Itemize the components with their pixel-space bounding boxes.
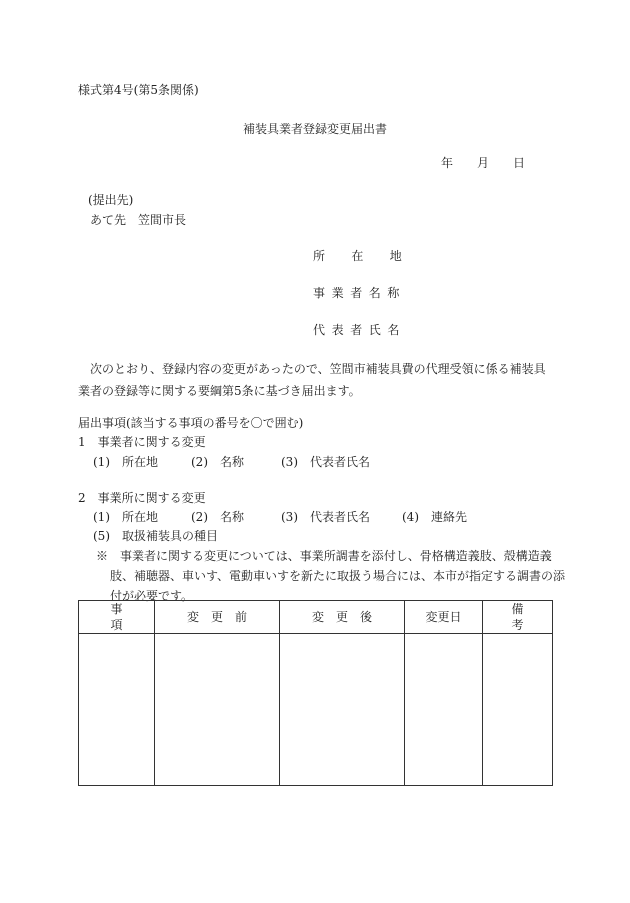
table-header-row xyxy=(79,601,553,634)
col-header-after: 変更後 xyxy=(280,601,405,634)
section2-heading: 2 事業所に関する変更 xyxy=(78,491,206,505)
address-label: 所在地 xyxy=(313,249,429,263)
date-day: 日 xyxy=(513,156,526,170)
representative-label: 代表者氏名 xyxy=(313,323,407,337)
addressee: あて先 笠間市長 xyxy=(90,213,187,227)
section2-option-address: (1) 所在地 xyxy=(93,510,158,524)
section2-option-name: (2) 名称 xyxy=(191,510,244,524)
cell-before[interactable] xyxy=(155,634,280,786)
cell-after[interactable] xyxy=(280,634,405,786)
date-month: 月 xyxy=(477,156,490,170)
body-text: 次のとおり、登録内容の変更があったので、笠間市補装具費の代理受領に係る補装具業者の登録等に関する要綱第5条に基づき届出ます。 xyxy=(78,362,546,398)
date-year: 年 xyxy=(441,156,454,170)
section2-option-contact: (4) 連絡先 xyxy=(402,510,467,524)
col-header-item: 事項 xyxy=(79,601,155,634)
change-table xyxy=(78,600,553,786)
section1-option-representative: (3) 代表者氏名 xyxy=(281,455,370,469)
col-header-before: 変更前 xyxy=(155,601,280,634)
section2-option-representative: (3) 代表者氏名 xyxy=(281,510,370,524)
section2-option-device-type: (5) 取扱補装具の種目 xyxy=(93,529,218,543)
items-heading: 届出事項(該当する事項の番号を〇で囲む) xyxy=(78,416,304,430)
col-header-remarks: 備考 xyxy=(483,601,553,634)
col-header-date: 変更日 xyxy=(405,601,483,634)
section1-heading: 1 事業者に関する変更 xyxy=(78,435,206,449)
page-title: 補装具業者登録変更届出書 xyxy=(242,122,387,136)
cell-item[interactable] xyxy=(79,634,155,786)
cell-remarks[interactable] xyxy=(483,634,553,786)
business-name-label: 事業者名称 xyxy=(313,286,407,300)
table-row xyxy=(79,634,553,786)
form-number: 様式第4号(第5条関係) xyxy=(78,83,199,97)
note-text: ※ 事業者に関する変更については、事業所調書を添付し、骨格構造義肢、殻構造義肢、補聴器、車いす、電動車いすを新たに取扱う場合には、本市が指定する調書の添付が必要です。 xyxy=(96,549,566,603)
cell-date[interactable] xyxy=(405,634,483,786)
section1-option-name: (2) 名称 xyxy=(191,455,244,469)
section1-option-address: (1) 所在地 xyxy=(93,455,158,469)
submit-to-label: (提出先) xyxy=(88,193,134,207)
